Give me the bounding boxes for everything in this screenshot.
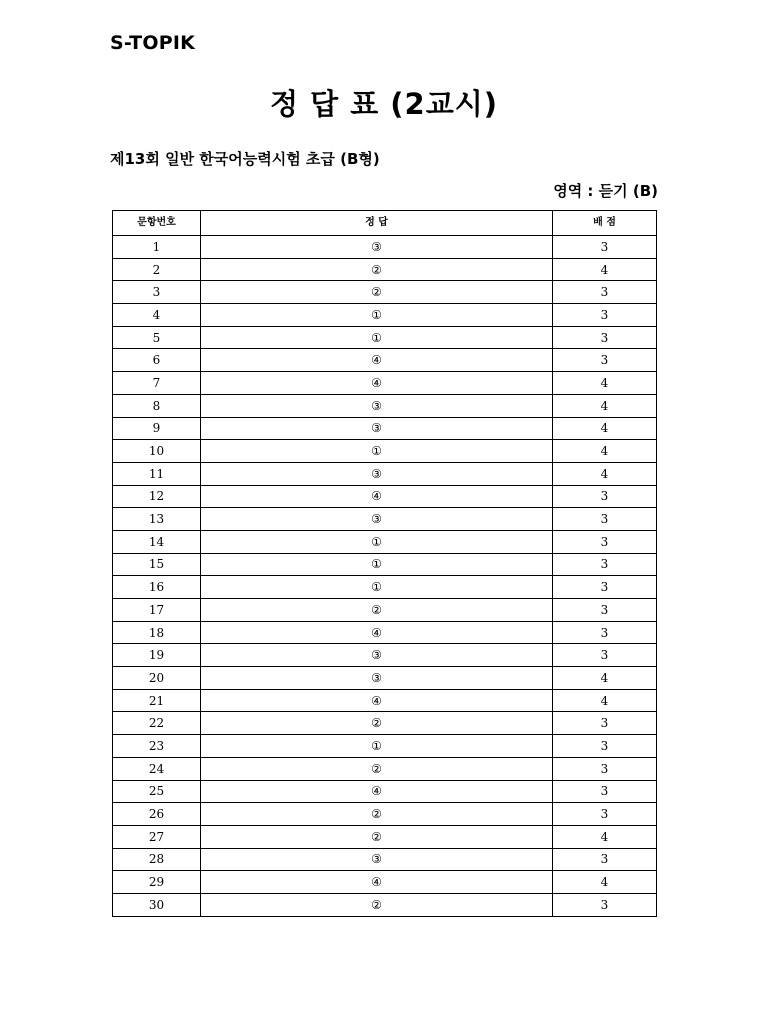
score-cell: 3 [553,281,657,304]
answer-cell: ④ [201,372,553,395]
answer-cell: ③ [201,462,553,485]
question-number-cell: 10 [113,440,201,463]
question-number-cell: 26 [113,803,201,826]
answer-cell: ② [201,599,553,622]
score-cell: 3 [553,599,657,622]
page-title: 정 답 표 (2교시) [269,87,499,121]
answer-cell: ① [201,530,553,553]
exam-name: 제13회 일반 한국어능력시험 초급 (B형) [110,150,380,168]
table-row [113,780,657,803]
question-number-cell: 9 [113,417,201,440]
table-row [113,349,657,372]
table-row [113,258,657,281]
table-row [113,599,657,622]
table-row [113,735,657,758]
question-number-cell: 12 [113,485,201,508]
question-number-cell: 5 [113,326,201,349]
question-number-cell: 13 [113,508,201,531]
table-row [113,689,657,712]
table-row [113,803,657,826]
table-row [113,326,657,349]
score-cell: 3 [553,712,657,735]
answer-cell: ① [201,326,553,349]
score-cell: 3 [553,553,657,576]
table-row [113,372,657,395]
score-cell: 3 [553,304,657,327]
question-number-cell: 17 [113,599,201,622]
table-row [113,530,657,553]
table-row [113,281,657,304]
question-number-cell: 21 [113,689,201,712]
table-row [113,508,657,531]
table-row [113,871,657,894]
answer-cell: ① [201,735,553,758]
table-row [113,644,657,667]
question-number-cell: 6 [113,349,201,372]
answer-cell: ① [201,576,553,599]
score-cell: 3 [553,349,657,372]
section-label: 영역 : 듣기 (B) [553,182,658,200]
question-number-cell: 18 [113,621,201,644]
column-header-answer: 정 답 [201,211,553,236]
score-cell: 3 [553,848,657,871]
answer-cell: ③ [201,644,553,667]
question-number-cell: 14 [113,530,201,553]
answer-cell: ③ [201,508,553,531]
table-row [113,462,657,485]
table-row [113,621,657,644]
answer-cell: ③ [201,667,553,690]
answer-cell: ② [201,281,553,304]
score-cell: 3 [553,576,657,599]
table-row [113,553,657,576]
answer-cell: ③ [201,417,553,440]
table-row [113,485,657,508]
table-row [113,417,657,440]
answer-cell: ② [201,757,553,780]
score-cell: 4 [553,871,657,894]
question-number-cell: 7 [113,372,201,395]
question-number-cell: 3 [113,281,201,304]
score-cell: 3 [553,735,657,758]
score-cell: 4 [553,417,657,440]
score-cell: 4 [553,462,657,485]
score-cell: 4 [553,258,657,281]
question-number-cell: 1 [113,236,201,259]
answer-cell: ③ [201,236,553,259]
question-number-cell: 22 [113,712,201,735]
question-number-cell: 8 [113,394,201,417]
table-header-row [113,211,657,236]
score-cell: 4 [553,689,657,712]
score-cell: 4 [553,394,657,417]
answer-cell: ③ [201,848,553,871]
score-cell: 3 [553,893,657,916]
score-cell: 3 [553,326,657,349]
answer-table [112,210,657,917]
question-number-cell: 11 [113,462,201,485]
score-cell: 4 [553,825,657,848]
score-cell: 3 [553,780,657,803]
score-cell: 3 [553,757,657,780]
answer-cell: ② [201,258,553,281]
question-number-cell: 15 [113,553,201,576]
question-number-cell: 19 [113,644,201,667]
answer-cell: ③ [201,394,553,417]
answer-rows [113,236,657,917]
answer-cell: ② [201,803,553,826]
question-number-cell: 25 [113,780,201,803]
table-row [113,757,657,780]
table-row [113,236,657,259]
question-number-cell: 24 [113,757,201,780]
table-row [113,440,657,463]
table-row [113,848,657,871]
score-cell: 3 [553,236,657,259]
question-number-cell: 4 [113,304,201,327]
answer-cell: ① [201,553,553,576]
question-number-cell: 30 [113,893,201,916]
score-cell: 4 [553,440,657,463]
answer-cell: ④ [201,689,553,712]
question-number-cell: 20 [113,667,201,690]
answer-cell: ② [201,712,553,735]
answer-cell: ④ [201,621,553,644]
question-number-cell: 27 [113,825,201,848]
score-cell: 3 [553,803,657,826]
answer-cell: ④ [201,780,553,803]
table-row [113,576,657,599]
table-row [113,667,657,690]
column-header-score: 배 점 [553,211,657,236]
answer-cell: ① [201,304,553,327]
score-cell: 4 [553,372,657,395]
table-row [113,304,657,327]
column-header-question-number: 문항번호 [113,211,201,236]
question-number-cell: 2 [113,258,201,281]
table-row [113,712,657,735]
score-cell: 4 [553,667,657,690]
score-cell: 3 [553,508,657,531]
question-number-cell: 16 [113,576,201,599]
answer-cell: ② [201,893,553,916]
answer-cell: ② [201,825,553,848]
answer-cell: ④ [201,871,553,894]
table-row [113,893,657,916]
question-number-cell: 28 [113,848,201,871]
question-number-cell: 29 [113,871,201,894]
question-number-cell: 23 [113,735,201,758]
score-cell: 3 [553,644,657,667]
table-row [113,825,657,848]
table-row [113,394,657,417]
answer-cell: ④ [201,485,553,508]
answer-cell: ④ [201,349,553,372]
score-cell: 3 [553,621,657,644]
score-cell: 3 [553,530,657,553]
score-cell: 3 [553,485,657,508]
answer-cell: ① [201,440,553,463]
brand-label: S-TOPIK [110,32,196,54]
